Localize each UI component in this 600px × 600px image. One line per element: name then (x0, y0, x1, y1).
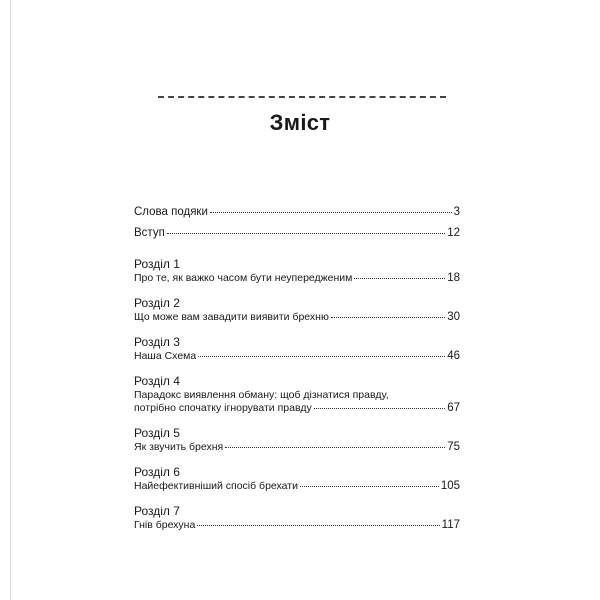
toc-entry (134, 519, 460, 532)
toc-chapter-4 (134, 373, 460, 415)
toc-entry-text: Гнів брехуна (134, 519, 196, 531)
toc-chapter-2 (134, 295, 460, 324)
toc-entry-text: Як звучить брехня (134, 441, 224, 453)
page-title: Зміст (269, 110, 331, 135)
dot-leader (198, 356, 445, 357)
dot-leader (167, 233, 445, 234)
toc-entry (134, 480, 460, 493)
dot-leader (331, 317, 445, 318)
toc-page-number: 12 (447, 227, 460, 239)
dot-leader (354, 278, 445, 279)
chapter-label: Розділ 4 (134, 374, 180, 388)
toc-page-number: 117 (441, 519, 460, 531)
dot-leader (314, 408, 445, 409)
chapter-label: Розділ 7 (134, 504, 180, 518)
page-edge-line (10, 0, 11, 600)
toc-entry-text: потрібно спочатку ігнорувати правду (134, 402, 312, 414)
toc-entry (134, 441, 460, 454)
toc-entry (134, 311, 460, 324)
dot-leader (300, 486, 439, 487)
chapter-label: Розділ 2 (134, 296, 180, 310)
toc-entry-text-line: Парадокс виявлення обману: щоб дізнатися правду, (134, 389, 389, 401)
toc-entry-acknowledgements (134, 206, 460, 219)
toc-entry-text: Наша Схема (134, 350, 197, 362)
toc-chapter-6 (134, 464, 460, 493)
chapter-label: Розділ 1 (134, 257, 180, 271)
chapter-label: Розділ 6 (134, 465, 180, 479)
dot-leader (225, 447, 445, 448)
toc-page-number: 46 (447, 350, 460, 362)
toc-entry (134, 402, 460, 415)
toc-entry-text: Найефективніший спосіб брехати (134, 480, 298, 492)
toc-page-number: 3 (453, 206, 460, 218)
chapter-label: Розділ 5 (134, 426, 180, 440)
dot-leader (210, 212, 452, 213)
toc-entry-text: Що може вам завадити виявити брехню (134, 311, 329, 323)
toc-page-number: 18 (447, 272, 460, 284)
dot-leader (197, 525, 439, 526)
header-dashed-rule (158, 96, 446, 98)
toc-page-number: 75 (447, 441, 460, 453)
toc-chapter-1 (134, 256, 460, 285)
toc-entry-introduction (134, 227, 460, 240)
toc-page-number: 105 (440, 480, 460, 492)
table-of-contents (134, 206, 460, 542)
toc-page-number: 67 (447, 402, 460, 414)
toc-entry-text: Про те, як важко часом бути неупередженим (134, 272, 353, 284)
toc-entry (134, 272, 460, 285)
toc-chapter-3 (134, 334, 460, 363)
toc-entry (134, 350, 460, 363)
toc-chapter-5 (134, 425, 460, 454)
toc-entry-text: Слова подяки (134, 206, 208, 218)
toc-entry-text: Вступ (134, 227, 165, 239)
toc-chapter-7 (134, 503, 460, 532)
chapter-label: Розділ 3 (134, 335, 180, 349)
toc-page-number: 30 (447, 311, 460, 323)
